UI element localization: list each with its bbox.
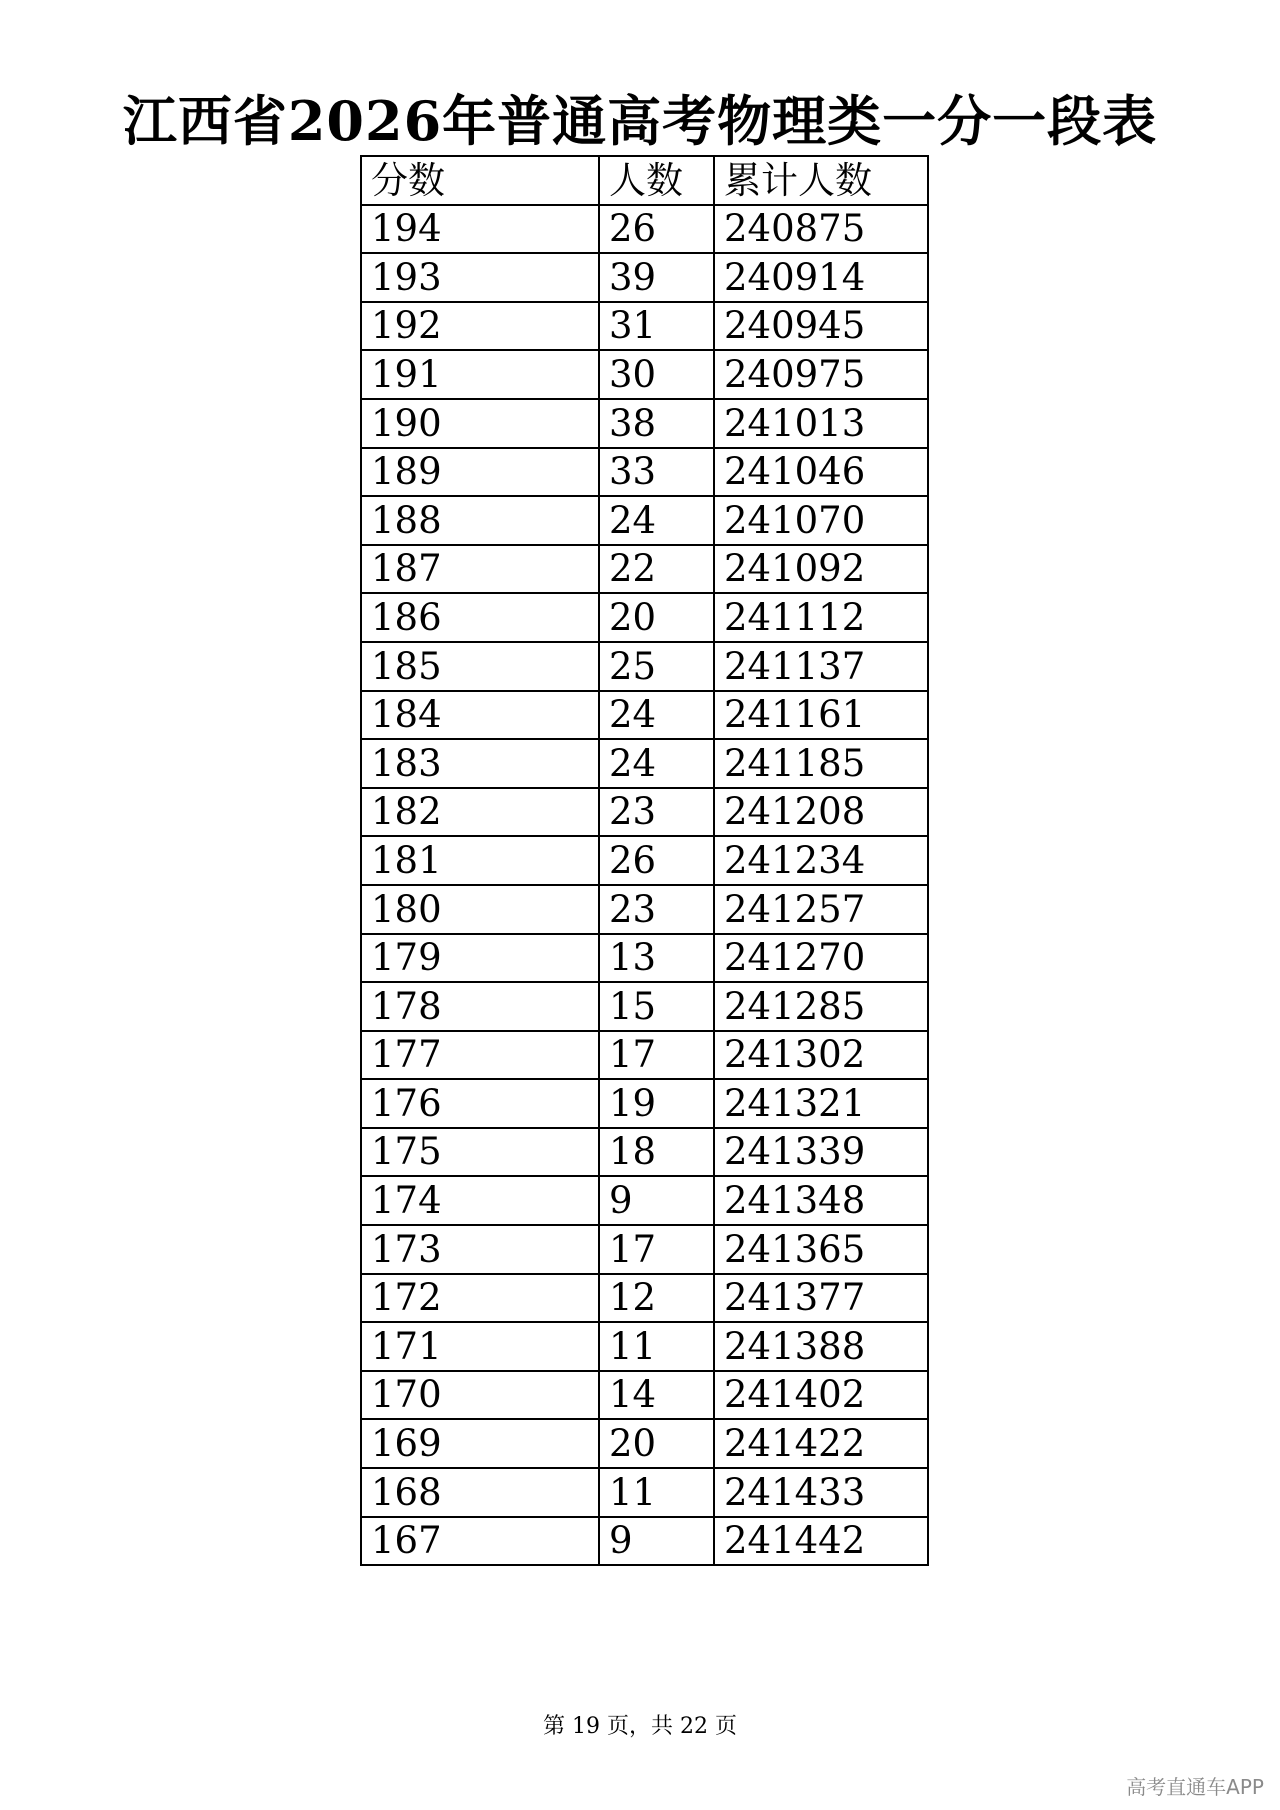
score-cell: 188 <box>361 496 599 545</box>
cumulative-cell: 241070 <box>714 496 928 545</box>
table-row <box>361 302 928 351</box>
score-cell: 174 <box>361 1176 599 1225</box>
cumulative-cell: 240875 <box>714 205 928 254</box>
cumulative-cell: 241013 <box>714 399 928 448</box>
score-cell: 186 <box>361 593 599 642</box>
cumulative-cell: 241321 <box>714 1079 928 1128</box>
table-row <box>361 399 928 448</box>
table-header-row <box>361 156 928 205</box>
score-cell: 171 <box>361 1322 599 1371</box>
table-row <box>361 545 928 594</box>
count-cell: 23 <box>599 788 714 837</box>
count-cell: 13 <box>599 934 714 983</box>
table-row <box>361 836 928 885</box>
cumulative-cell: 241208 <box>714 788 928 837</box>
table-row <box>361 691 928 740</box>
count-cell: 39 <box>599 253 714 302</box>
cumulative-cell: 241348 <box>714 1176 928 1225</box>
count-cell: 20 <box>599 593 714 642</box>
score-cell: 175 <box>361 1128 599 1177</box>
table-row <box>361 1225 928 1274</box>
score-cell: 190 <box>361 399 599 448</box>
count-cell: 26 <box>599 205 714 254</box>
cumulative-cell: 241112 <box>714 593 928 642</box>
cumulative-cell: 241092 <box>714 545 928 594</box>
count-cell: 30 <box>599 350 714 399</box>
score-cell: 184 <box>361 691 599 740</box>
table-row <box>361 739 928 788</box>
table-row <box>361 1371 928 1420</box>
score-cell: 187 <box>361 545 599 594</box>
table-row <box>361 642 928 691</box>
cumulative-cell: 241302 <box>714 1031 928 1080</box>
table-body <box>361 205 928 1566</box>
table-row <box>361 1419 928 1468</box>
cumulative-cell: 241377 <box>714 1274 928 1323</box>
table-row <box>361 496 928 545</box>
score-cell: 169 <box>361 1419 599 1468</box>
count-cell: 14 <box>599 1371 714 1420</box>
header-cumulative: 累计人数 <box>714 156 928 205</box>
table-row <box>361 448 928 497</box>
cumulative-cell: 241270 <box>714 934 928 983</box>
count-cell: 25 <box>599 642 714 691</box>
cumulative-cell: 241234 <box>714 836 928 885</box>
score-cell: 178 <box>361 982 599 1031</box>
table-row <box>361 1468 928 1517</box>
cumulative-cell: 241422 <box>714 1419 928 1468</box>
count-cell: 12 <box>599 1274 714 1323</box>
count-cell: 24 <box>599 691 714 740</box>
score-cell: 176 <box>361 1079 599 1128</box>
score-cell: 173 <box>361 1225 599 1274</box>
score-cell: 182 <box>361 788 599 837</box>
cumulative-cell: 241365 <box>714 1225 928 1274</box>
table-row <box>361 1517 928 1566</box>
table-row <box>361 1079 928 1128</box>
score-cell: 168 <box>361 1468 599 1517</box>
count-cell: 33 <box>599 448 714 497</box>
score-cell: 181 <box>361 836 599 885</box>
watermark: 高考直通车APP <box>1126 1775 1264 1799</box>
cumulative-cell: 241388 <box>714 1322 928 1371</box>
header-count: 人数 <box>599 156 714 205</box>
count-cell: 15 <box>599 982 714 1031</box>
page-title: 江西省2026年普通高考物理类一分一段表 <box>122 89 1158 153</box>
score-cell: 189 <box>361 448 599 497</box>
count-cell: 23 <box>599 885 714 934</box>
count-cell: 11 <box>599 1468 714 1517</box>
cumulative-cell: 241433 <box>714 1468 928 1517</box>
table-row <box>361 934 928 983</box>
cumulative-cell: 240914 <box>714 253 928 302</box>
count-cell: 24 <box>599 496 714 545</box>
count-cell: 31 <box>599 302 714 351</box>
cumulative-cell: 241339 <box>714 1128 928 1177</box>
cumulative-cell: 241046 <box>714 448 928 497</box>
score-cell: 180 <box>361 885 599 934</box>
score-cell: 193 <box>361 253 599 302</box>
table-row <box>361 1128 928 1177</box>
score-cell: 179 <box>361 934 599 983</box>
score-cell: 172 <box>361 1274 599 1323</box>
table-row <box>361 253 928 302</box>
cumulative-cell: 240975 <box>714 350 928 399</box>
score-distribution-table <box>360 155 929 1566</box>
score-cell: 170 <box>361 1371 599 1420</box>
count-cell: 9 <box>599 1176 714 1225</box>
table-row <box>361 205 928 254</box>
score-cell: 191 <box>361 350 599 399</box>
score-cell: 192 <box>361 302 599 351</box>
count-cell: 26 <box>599 836 714 885</box>
table-row <box>361 788 928 837</box>
count-cell: 24 <box>599 739 714 788</box>
table-header <box>361 156 928 205</box>
cumulative-cell: 241442 <box>714 1517 928 1566</box>
count-cell: 18 <box>599 1128 714 1177</box>
count-cell: 9 <box>599 1517 714 1566</box>
count-cell: 22 <box>599 545 714 594</box>
score-cell: 177 <box>361 1031 599 1080</box>
cumulative-cell: 241137 <box>714 642 928 691</box>
score-cell: 194 <box>361 205 599 254</box>
count-cell: 17 <box>599 1225 714 1274</box>
table-row <box>361 1176 928 1225</box>
count-cell: 19 <box>599 1079 714 1128</box>
page-number: 第 19 页，共 22 页 <box>543 1714 737 1739</box>
table-row <box>361 982 928 1031</box>
cumulative-cell: 241185 <box>714 739 928 788</box>
score-cell: 185 <box>361 642 599 691</box>
cumulative-cell: 241257 <box>714 885 928 934</box>
cumulative-cell: 241402 <box>714 1371 928 1420</box>
cumulative-cell: 241161 <box>714 691 928 740</box>
cumulative-cell: 241285 <box>714 982 928 1031</box>
table-row <box>361 1274 928 1323</box>
count-cell: 11 <box>599 1322 714 1371</box>
cumulative-cell: 240945 <box>714 302 928 351</box>
table-row <box>361 1322 928 1371</box>
score-cell: 183 <box>361 739 599 788</box>
table-row <box>361 593 928 642</box>
table-row <box>361 885 928 934</box>
count-cell: 38 <box>599 399 714 448</box>
count-cell: 17 <box>599 1031 714 1080</box>
count-cell: 20 <box>599 1419 714 1468</box>
table-row <box>361 350 928 399</box>
table-row <box>361 1031 928 1080</box>
score-cell: 167 <box>361 1517 599 1566</box>
header-score: 分数 <box>361 156 599 205</box>
